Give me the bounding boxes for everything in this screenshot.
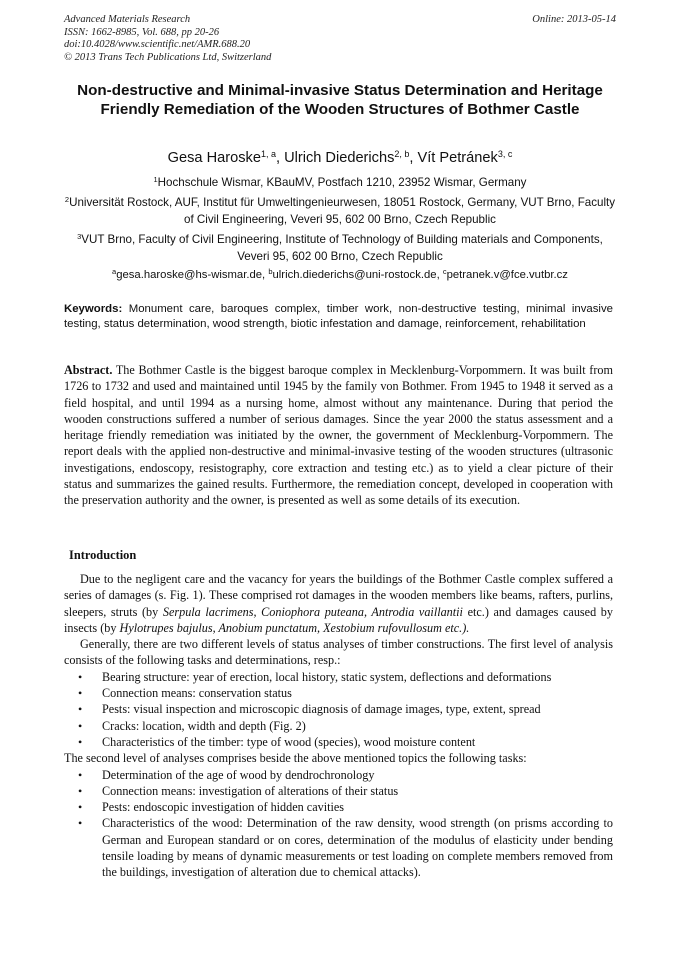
affiliation-3 — [64, 232, 616, 265]
paragraph: The second level of analyses comprises beside the above mentioned topics the following tasks: — [64, 751, 527, 766]
email-superscript: b — [268, 267, 273, 276]
affiliation-2 — [64, 195, 616, 228]
list-item-text: Determination of the age of wood by dendrochronology — [102, 767, 375, 782]
introduction-body — [64, 571, 613, 881]
paragraph-text: etc.) and damages caused by insects (by — [64, 604, 613, 635]
author-name: Gesa Haroske — [167, 150, 261, 166]
list-item — [64, 815, 613, 880]
abstract-block — [64, 362, 613, 509]
author-separator: , — [409, 150, 418, 166]
author-name: Ulrich Diederichs — [284, 150, 395, 166]
list-item — [64, 767, 613, 783]
list-item — [64, 783, 613, 799]
paragraph — [64, 571, 613, 636]
affiliation-number: 1 — [153, 175, 158, 184]
author-list — [64, 149, 616, 167]
author-separator: , — [275, 150, 285, 166]
paper-title: Non-destructive and Minimal-invasive Status Determination and Heritage Friendly Remediation of the Wooden Structures of Bothmer Castle — [77, 82, 603, 119]
email-address[interactable]: ulrich.diederichs@uni-rostock.de, — [272, 269, 443, 281]
bullet-icon: • — [78, 800, 83, 815]
second-level-list — [64, 767, 613, 881]
list-item-text: Characteristics of the wood: Determination of the raw density, wood strength (on prisms according to German and European standard or on cores, determination of the modulus of elasticity under bending tensile loading by means of dynamic measurements or test loading on complete members removed from the buildings, investigation of alteration due to chemical attacks). — [102, 816, 613, 880]
list-item-text: Characteristics of the timber: type of wood (species), wood moisture content — [102, 734, 476, 749]
bullet-icon: • — [78, 718, 83, 733]
list-item-text: Pests: endoscopic investigation of hidden cavities — [102, 800, 345, 815]
journal-copyright: © 2013 Trans Tech Publications Ltd, Switzerland — [64, 51, 272, 63]
affiliation-text: VUT Brno, Faculty of Civil Engineering, Institute of Technology of Building materials and Components, Veveri 95, 602 00 Brno, Czech Republic — [81, 233, 603, 263]
journal-doi: doi:10.4028/www.scientific.net/AMR.688.20 — [64, 39, 251, 50]
first-level-list — [64, 669, 613, 750]
email-address[interactable]: gesa.haroske@hs-wismar.de, — [116, 269, 269, 281]
email-superscript: c — [442, 267, 447, 276]
list-item-text: Bearing structure: year of erection, local history, static system, deflections and deformations — [102, 669, 552, 684]
section-heading-introduction: Introduction — [69, 548, 137, 562]
journal-header — [64, 14, 616, 64]
list-item — [64, 718, 613, 734]
email-list — [64, 267, 616, 283]
species-names: Serpula lacrimens, Coniophora puteana, Antrodia vaillantii — [162, 604, 463, 619]
list-item-text: Connection means: investigation of alterations of their status — [102, 783, 399, 798]
species-names: Hylotrupes bajulus, Anobium punctatum, Xestobium rufovullosum etc.). — [119, 620, 470, 635]
bullet-icon: • — [78, 783, 83, 798]
bullet-icon: • — [78, 686, 83, 701]
paragraph: Generally, there are two different levels of status analyses of timber constructions. The first level of analysis consists of the following tasks and determinations, resp.: — [64, 637, 613, 668]
author-superscript: 3, c — [497, 149, 513, 159]
email-superscript: a — [112, 267, 117, 276]
abstract-label: Abstract. — [64, 363, 113, 377]
affiliation-number: 3 — [77, 232, 82, 241]
bullet-icon: • — [78, 702, 83, 717]
journal-name: Advanced Materials Research — [64, 14, 191, 25]
bullet-icon: • — [78, 767, 83, 782]
keywords-text: Monument care, baroques complex, timber work, non-destructive testing, minimal invasive testing, status determination, wood strength, biotic infestation and damage, reinforcement, rehabilitation — [64, 303, 613, 330]
list-item — [64, 685, 613, 701]
list-item — [64, 734, 613, 750]
bullet-icon: • — [78, 669, 83, 684]
list-item — [64, 701, 613, 717]
affiliation-text: Hochschule Wismar, KBauMV, Postfach 1210, 23952 Wismar, Germany — [157, 176, 527, 189]
online-date: Online: 2013-05-14 — [532, 14, 616, 25]
list-item — [64, 669, 613, 685]
paragraph-text: Due to the negligent care and the vacancy for years the buildings of the Bothmer Castle complex suffered a series of damages (s. Fig. 1). These comprised rot damages in the wooden members like beams, rafters, purlins, sleepers, struts (by — [64, 572, 613, 619]
bullet-icon: • — [78, 816, 83, 831]
author-superscript: 1, a — [260, 149, 276, 159]
affiliation-1 — [64, 175, 616, 192]
list-item-text: Connection means: conservation status — [102, 686, 292, 701]
list-item-text: Pests: visual inspection and microscopic diagnosis of damage images, type, extent, spread — [102, 702, 541, 717]
author-name: Vít Petránek — [417, 150, 498, 166]
affiliation-number: 2 — [64, 195, 70, 204]
bullet-icon: • — [78, 734, 83, 749]
affiliation-text: Universität Rostock, AUF, Institut für Umweltingenieurwesen, 18051 Rostock, Germany, VUT Brno, Faculty of Civil Engineering, Veveri 95, 602 00 Brno, Czech Republic — [69, 196, 616, 226]
keywords-block — [64, 302, 613, 332]
abstract-text: The Bothmer Castle is the biggest baroque complex in Mecklenburg-Vorpommern. It was built from 1726 to 1732 and used and maintained until 1945 by the family von Bothmer. From 1945 to 1948 it served as a field hospital, and until 1994 as a nursing home, almost without any maintenance. During that period the wooden constructions suffered a number of serious damages. Since the year 2000 the status assessment and a heritage friendly remediation was initiated by the owner, the government of Mecklenburg-Vorpommern. The report deals with the applied non-destructive and minimal-invasive testing of the wooden structures (ultrasonic investigations, endoscopy, resistography, core extraction and testing etc.) as to yield a clear picture of their status and summarizes the gained results. Furthermore, the remediation concept, developed in cooperation with the preservation authority and the owner, is presented as well as some details of its execution. — [64, 363, 613, 508]
list-item-text: Cracks: location, width and depth (Fig. 2) — [102, 718, 306, 733]
journal-issn: ISSN: 1662-8985, Vol. 688, pp 20-26 — [64, 26, 220, 38]
email-address[interactable]: petranek.v@fce.vutbr.cz — [446, 269, 568, 281]
author-superscript: 2, b — [394, 149, 410, 159]
keywords-label: Keywords: — [64, 303, 123, 315]
list-item — [64, 799, 613, 815]
